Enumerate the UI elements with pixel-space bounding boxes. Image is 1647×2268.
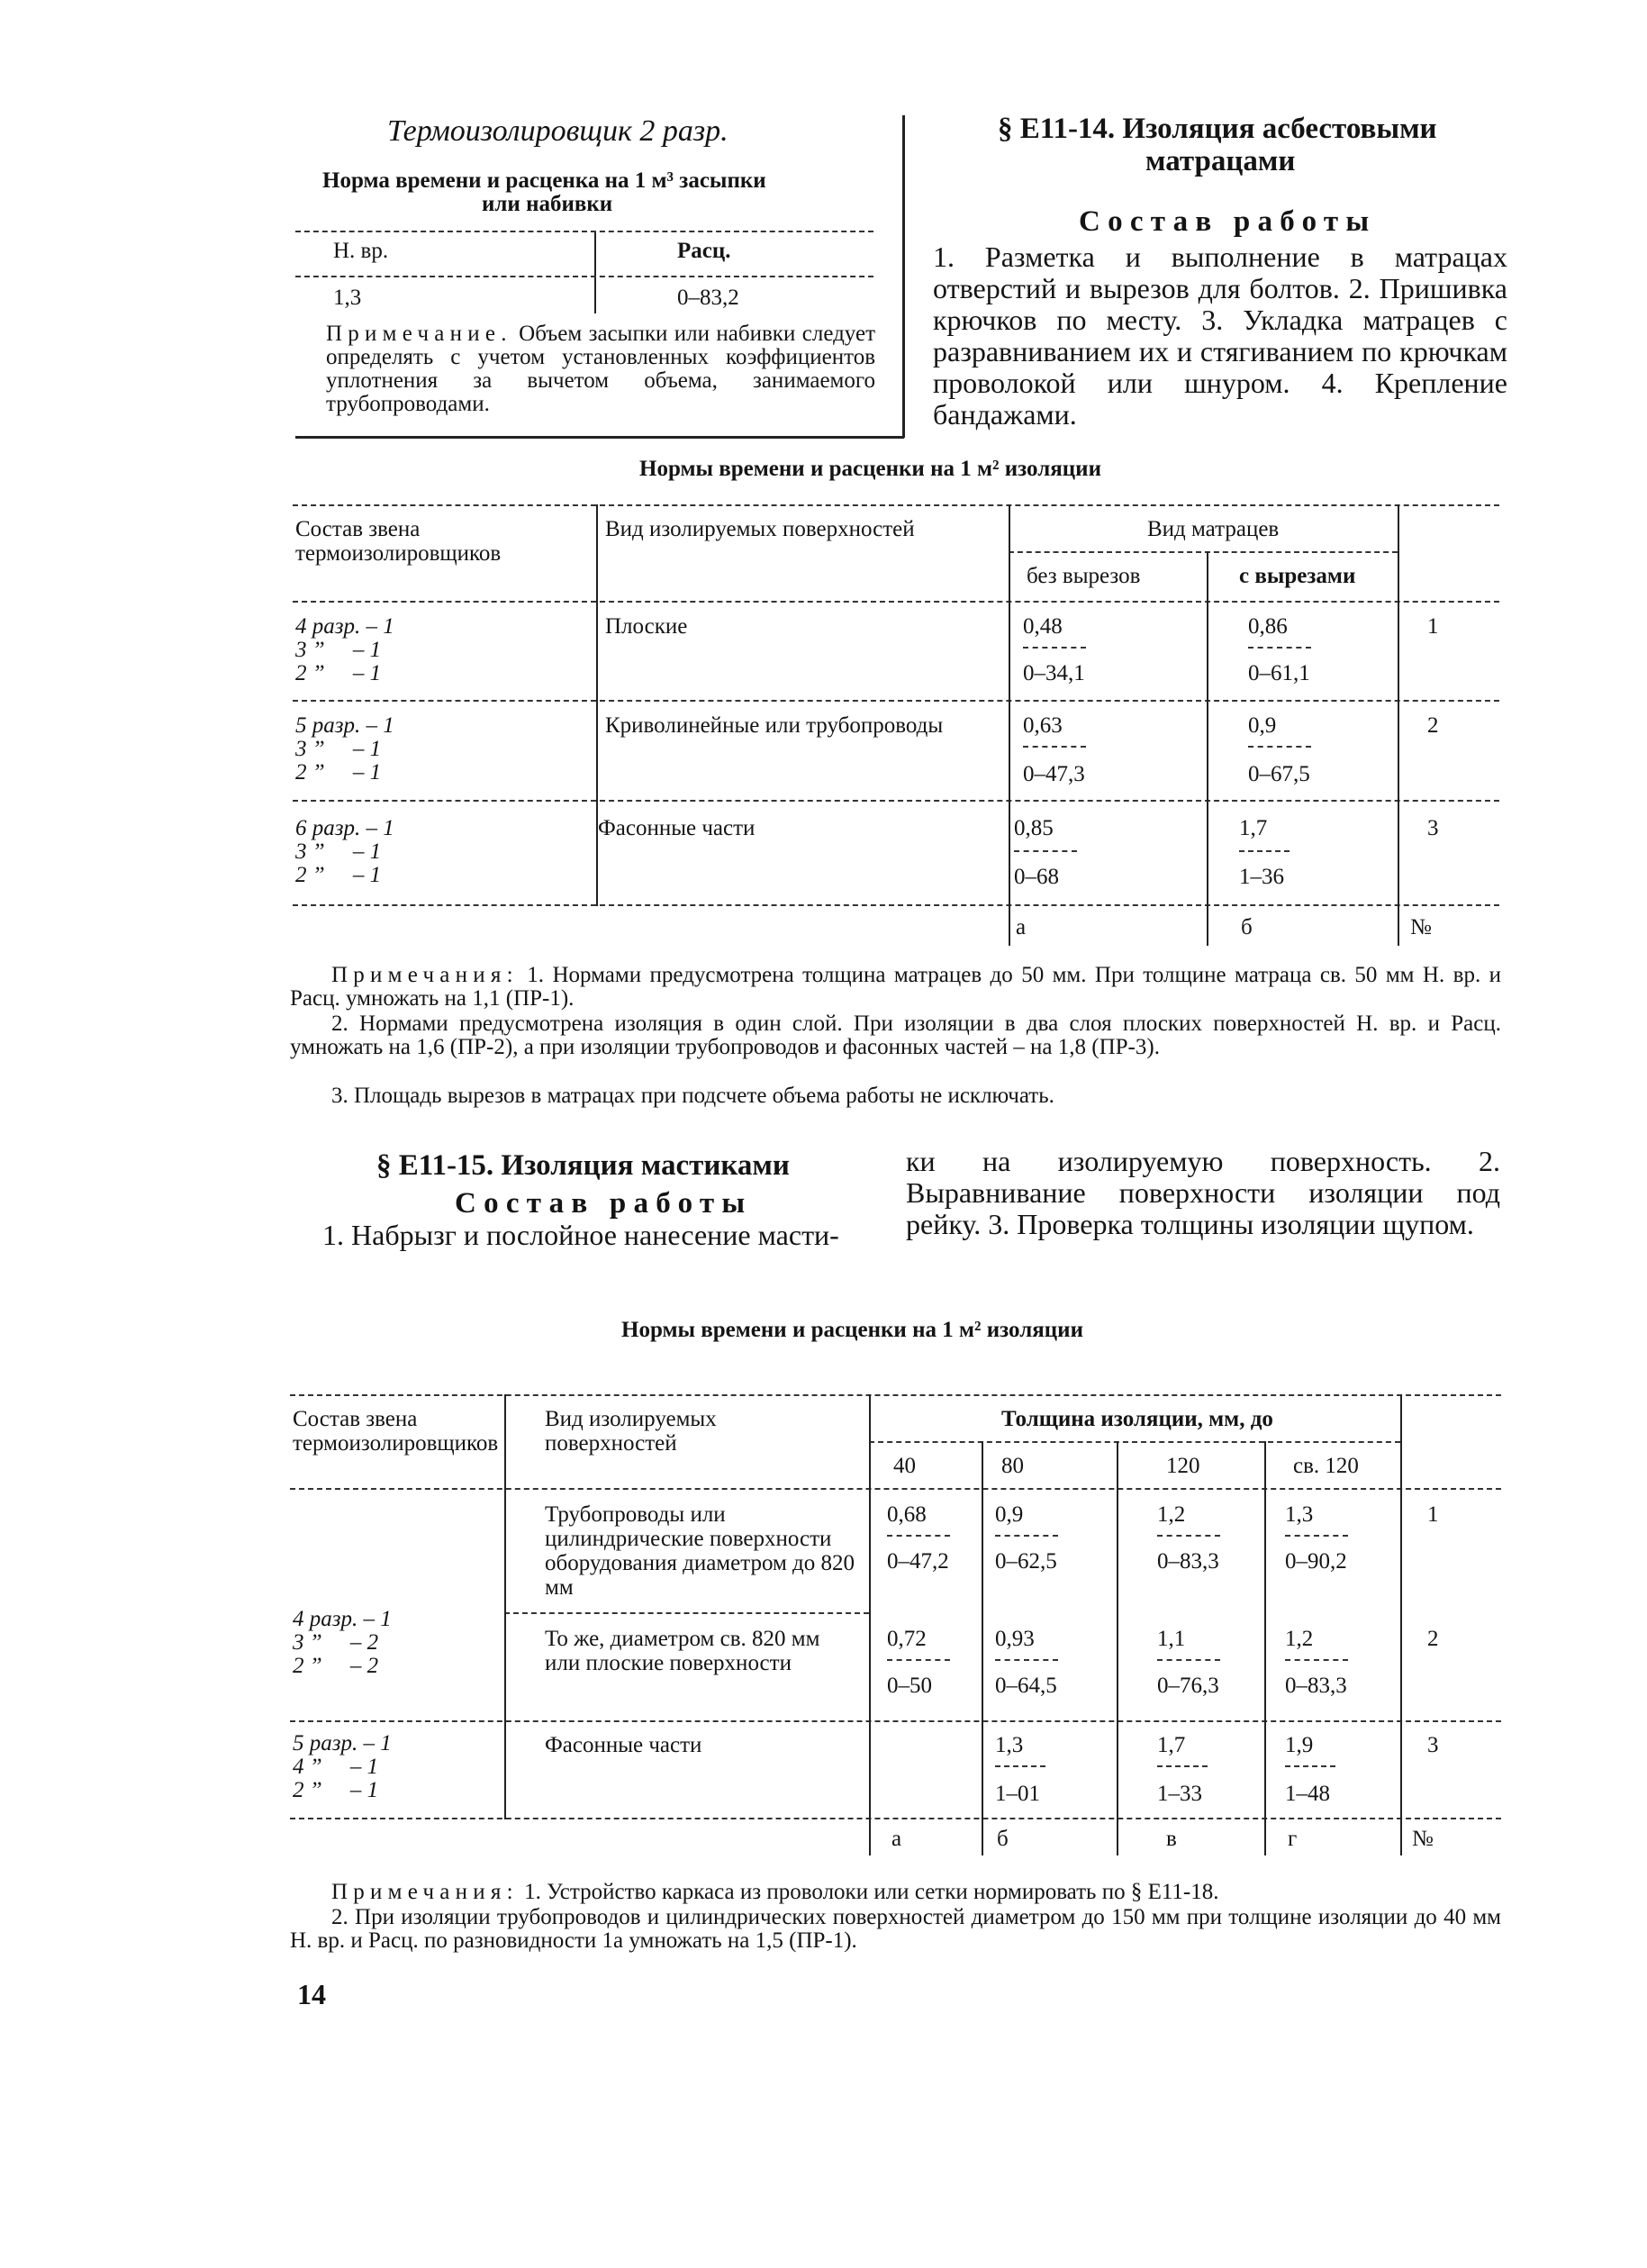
fraction-line: [995, 1659, 1058, 1661]
norm-value: 0,86: [1248, 614, 1288, 639]
price-value: 1–36: [1239, 865, 1284, 889]
fraction-line: [1285, 1765, 1335, 1767]
crew-line: 2 ” – 1: [295, 661, 382, 685]
page-number: 14: [297, 1978, 326, 2010]
price-value: 0–76,3: [1157, 1674, 1219, 1698]
surface-type: Плоские: [605, 614, 688, 639]
fraction-line: [887, 1659, 950, 1661]
crew-line: 4 ” – 1: [293, 1755, 379, 1779]
s15-heading: § Е11-15. Изоляция мастиками: [376, 1149, 790, 1182]
fraction-line: [1239, 850, 1290, 852]
th-sostav: Состав звена термоизолировщиков: [295, 517, 502, 566]
th-sostav: Состав звена термоизолировщиков: [293, 1407, 499, 1456]
crew-line: 3 ” – 1: [295, 638, 382, 662]
crew-line: 5 разр. – 1: [295, 713, 394, 738]
price-value: 0–68: [1014, 865, 1059, 889]
price-value: 1–01: [995, 1782, 1040, 1806]
fraction-line: [1023, 746, 1086, 748]
row-number: 1: [1427, 1502, 1439, 1527]
crew-line: 6 разр. – 1: [295, 816, 394, 840]
row-number: 3: [1427, 816, 1439, 840]
fraction-line: [1248, 746, 1311, 748]
fraction-line: [1157, 1659, 1220, 1661]
col-number-sign: №: [1412, 1827, 1434, 1851]
th-col: 120: [1166, 1454, 1200, 1478]
s14-note-2: 2. Нормами предусмотрена изоляция в один слой. При изоляции в два слоя плоских поверхностей Н. вр. и Расц. умножать на 1,6 (ПР-2), а при изоляции трубопроводов и фасонных частей – на 1,8 (ПР-3).: [290, 1012, 1501, 1059]
s15-text-left: 1. Набрызг и послойное нанесение масти-: [322, 1219, 839, 1251]
surface-type: Фасонные части: [545, 1733, 702, 1757]
val-hvr: 1,3: [333, 286, 362, 310]
norm-value: 0,63: [1023, 713, 1063, 738]
col-letter-a: а: [1016, 915, 1027, 939]
rule: [290, 1394, 1501, 1396]
note-text: 1. Нормами предусмотрена толщина матрацев до 50 мм. При толщине матраца св. 50 мм Н. вр. и Расц. умножать на 1,1 (ПР-1).: [290, 963, 1501, 1011]
col-rasc: Расц.: [677, 239, 731, 263]
rule: [290, 1720, 1501, 1722]
s15-text-right: ки на изолируемую поверхность. 2. Выравнивание поверхности изоляции под рейку. 3. Проверка толщины изоляции щупом.: [906, 1145, 1500, 1240]
price-value: 1–48: [1285, 1782, 1330, 1806]
fraction-line: [995, 1765, 1045, 1767]
col-letter: г: [1288, 1827, 1298, 1851]
norm-value: 1,3: [1285, 1502, 1314, 1527]
fraction-line: [1157, 1535, 1220, 1537]
norm-title-line2: или набивки: [482, 192, 613, 216]
th-vid: Вид изолируемых поверхностей: [605, 517, 915, 541]
norm-value: 0,9: [995, 1502, 1024, 1527]
worker-title: Термоизолировщик 2 разр.: [387, 114, 728, 148]
col-hvr: Н. вр.: [333, 239, 389, 263]
norm-value: 0,68: [887, 1502, 927, 1527]
col-divider: [1117, 1441, 1118, 1855]
col-divider: [596, 504, 598, 906]
rule: [295, 231, 873, 232]
price-value: 0–83,3: [1157, 1549, 1219, 1574]
price-value: 0–64,5: [995, 1674, 1057, 1698]
s15-table-title: Нормы времени и расценки на 1 м² изоляции: [621, 1318, 1083, 1342]
s14-note-1: [290, 964, 1501, 1011]
note-text: Объем засыпки или набивки следует определять с учетом установленных коэффициентов уплотнения за вычетом объема, занимаемого трубопроводами.: [326, 322, 875, 416]
crew-line: 2 ” – 1: [293, 1778, 379, 1802]
surface-type: То же, диаметром св. 820 мм или плоские поверхности: [545, 1627, 820, 1675]
norm-value: 1,9: [1285, 1733, 1314, 1757]
th-bez: без вырезов: [1027, 564, 1141, 588]
crew-line: 3 ” – 2: [293, 1630, 379, 1655]
note-label: Примечание.: [326, 322, 512, 346]
row-number: 2: [1427, 1627, 1439, 1651]
norm-title-line1: Норма времени и расценка на 1 м³ засыпки: [322, 168, 766, 193]
col-divider: [1009, 504, 1010, 946]
rule: [290, 1488, 1501, 1490]
norm-value: 1,3: [995, 1733, 1024, 1757]
crew-line: 2 ” – 2: [293, 1654, 379, 1678]
col-number-sign: №: [1410, 915, 1432, 939]
norm-value: 1,7: [1239, 816, 1268, 840]
col-divider: [869, 1394, 871, 1855]
notes-label: Примечания:: [331, 1880, 519, 1904]
norm-value: 1,2: [1157, 1502, 1186, 1527]
th-matr: Вид матрацев: [1147, 517, 1280, 541]
col-divider: [1207, 551, 1208, 946]
col-letter: в: [1166, 1827, 1177, 1851]
col-divider: [1400, 1394, 1402, 1855]
price-value: 0–47,2: [887, 1549, 949, 1574]
surface-type: Криволинейные или трубопроводы: [605, 713, 944, 738]
notes-label: Примечания:: [331, 963, 519, 987]
surface-type: Трубопроводы или цилиндрические поверхности оборудования диаметром до 820 мм: [545, 1502, 855, 1600]
th-vid: Вид изолируемых поверхностей: [545, 1407, 717, 1456]
rule: [1009, 551, 1398, 553]
col-divider: [594, 232, 596, 313]
norm-value: 0,72: [887, 1627, 927, 1651]
crew-line: 2 ” – 1: [295, 760, 382, 785]
col-divider: [504, 1394, 506, 1819]
crew-line: 4 разр. – 1: [293, 1607, 392, 1631]
price-value: 0–90,2: [1285, 1549, 1347, 1574]
price-value: 0–34,1: [1023, 661, 1085, 685]
crew-line: 2 ” – 1: [295, 863, 382, 887]
crew-line: 3 ” – 1: [295, 737, 382, 761]
fraction-line: [887, 1535, 950, 1537]
norm-value: 1,2: [1285, 1627, 1314, 1651]
rule: [290, 1818, 1501, 1819]
rule: [293, 800, 1499, 802]
fraction-line: [1157, 1765, 1208, 1767]
norm-value: 0,9: [1248, 713, 1277, 738]
th-thickness: Толщина изоляции, мм, до: [1001, 1407, 1273, 1431]
col-divider: [1398, 504, 1399, 946]
col-letter-b: б: [1241, 915, 1253, 939]
s14-heading-line1: § Е11-14. Изоляция асбестовыми: [998, 113, 1437, 145]
price-value: 0–67,5: [1248, 762, 1310, 786]
th-col: св. 120: [1293, 1454, 1359, 1478]
col-letter: б: [997, 1827, 1009, 1851]
norm-value: 1,7: [1157, 1733, 1186, 1757]
norm-value: 0,93: [995, 1627, 1035, 1651]
fraction-line: [995, 1535, 1058, 1537]
note-text: 1. Устройство каркаса из проволоки или сетки нормировать по § Е11-18.: [518, 1880, 1219, 1904]
block-bottom-rule: [295, 436, 904, 439]
s14-text: 1. Разметка и выполнение в матрацах отверстий и вырезов для болтов. 2. Пришивка крючков по месту. 3. Укладка матрацев с разравниванием их и стягиванием по крючкам проволокой или шнуром. 4. Крепление бандажами.: [933, 240, 1507, 431]
th-col: 80: [1001, 1454, 1024, 1478]
col-letter: а: [891, 1827, 902, 1851]
rule: [869, 1441, 1400, 1443]
s14-sostav: Состав работы: [1079, 205, 1377, 238]
price-value: 0–62,5: [995, 1549, 1057, 1574]
fraction-line: [1285, 1535, 1348, 1537]
price-value: 0–83,3: [1285, 1674, 1347, 1698]
norm-value: 1,1: [1157, 1627, 1186, 1651]
s15-note-1: [290, 1881, 1501, 1904]
crew-line: 3 ” – 1: [295, 839, 382, 864]
row-number: 2: [1427, 713, 1439, 738]
left-note: [326, 322, 875, 416]
s14-table-title: Нормы времени и расценки на 1 м² изоляции: [639, 457, 1101, 481]
rule: [504, 1612, 869, 1614]
row-number: 1: [1427, 614, 1439, 639]
th-col: 40: [893, 1454, 916, 1478]
norm-value: 0,85: [1014, 816, 1054, 840]
price-value: 0–47,3: [1023, 762, 1085, 786]
s14-note-3: 3. Площадь вырезов в матрацах при подсчете объема работы не исключать.: [331, 1084, 1054, 1108]
col-divider: [982, 1441, 983, 1855]
s15-sostav: Состав работы: [455, 1187, 753, 1220]
fraction-line: [1248, 647, 1311, 649]
rule: [293, 601, 1499, 603]
price-value: 1–33: [1157, 1782, 1202, 1806]
s15-note-2: 2. При изоляции трубопроводов и цилиндрических поверхностей диаметром до 150 мм при толщине изоляции до 40 мм Н. вр. и Расц. по разновидности 1а умножать на 1,5 (ПР-1).: [290, 1905, 1501, 1953]
norm-value: 0,48: [1023, 614, 1063, 639]
price-value: 0–61,1: [1248, 661, 1310, 685]
fraction-line: [1023, 647, 1086, 649]
price-value: 0–50: [887, 1674, 932, 1698]
fraction-line: [1014, 850, 1077, 852]
col-divider: [1264, 1441, 1266, 1855]
block-right-rule: [902, 115, 905, 438]
surface-type: Фасонные части: [598, 816, 756, 840]
val-rasc: 0–83,2: [677, 286, 739, 310]
rule: [293, 504, 1499, 506]
crew-line: 4 разр. – 1: [295, 614, 394, 639]
crew-line: 5 разр. – 1: [293, 1731, 392, 1755]
rule: [293, 904, 1499, 906]
rule: [295, 276, 873, 277]
rule: [293, 700, 1499, 702]
s14-heading-line2: матрацами: [1145, 145, 1296, 177]
fraction-line: [1285, 1659, 1348, 1661]
th-s: с вырезами: [1239, 564, 1356, 588]
row-number: 3: [1427, 1733, 1439, 1757]
